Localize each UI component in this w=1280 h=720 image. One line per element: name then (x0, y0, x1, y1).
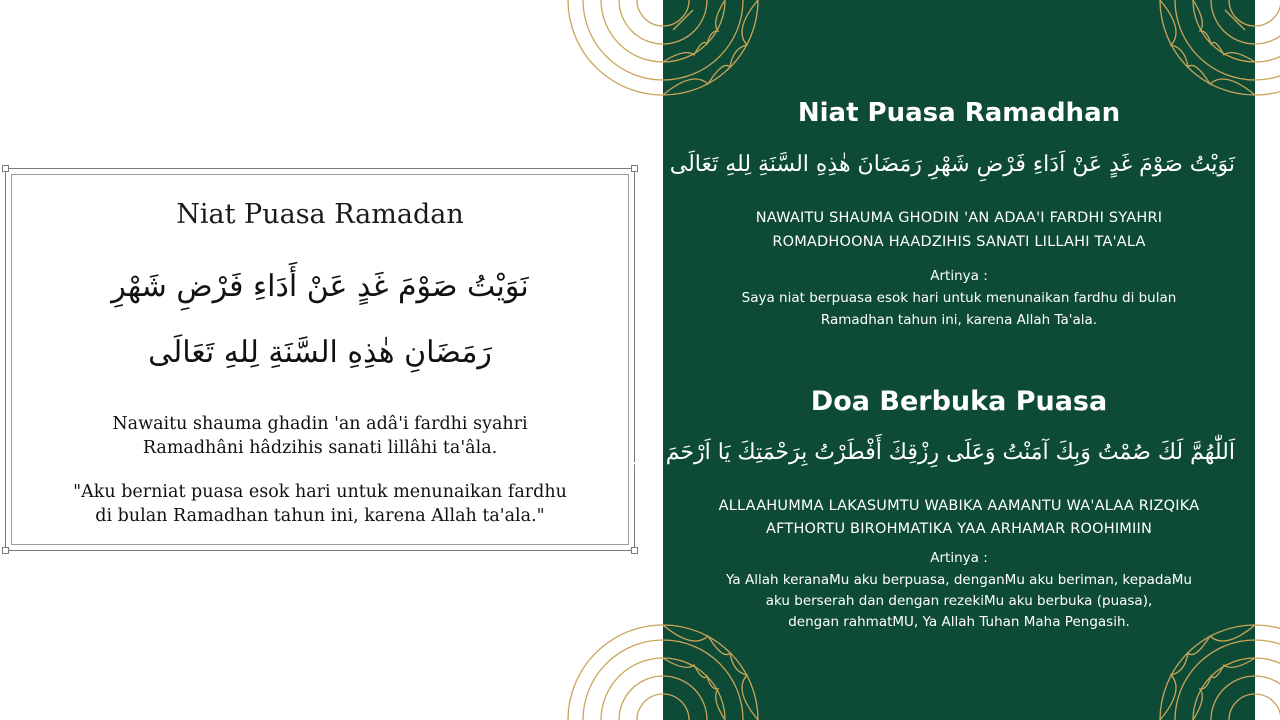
translation-line: "Aku berniat puasa esok hari untuk menunaikan fardhu (73, 482, 567, 502)
transliteration (26, 412, 614, 460)
niat-title: Niat Puasa Ramadhan (797, 98, 1121, 128)
frame-corner-ornament (2, 165, 9, 172)
transliteration-line: Ramadhâni hâdzihis sanati lillâhi ta'âla. (142, 438, 498, 458)
frame-corner-ornament (631, 165, 638, 172)
doa-meaning-line: aku berserah dan dengan rezekiMu aku berbuka (puasa), (765, 593, 1153, 609)
niat-transliteration-line: ROMADHOONA HAADZIHIS SANATI LILLAHI TA'ALA (772, 234, 1146, 250)
mandala-corner-icon (663, 616, 767, 720)
frame-corner-ornament (2, 547, 9, 554)
niat-meaning-line: Saya niat berpuasa esok hari untuk menunaikan fardhu di bulan (741, 290, 1177, 306)
doa-meaning-line: Ya Allah keranaMu aku berpuasa, denganMu aku beriman, kepadaMu (726, 572, 1192, 588)
doa-artinya-label: Artinya : (930, 550, 988, 566)
frame-corner-ornament (631, 547, 638, 554)
translation-line: di bulan Ramadhan tahun ini, karena Allah ta'ala." (95, 506, 545, 526)
niat-meaning-line: Ramadhan tahun ini, karena Allah Ta'ala. (820, 312, 1098, 328)
doa-transliteration-line: AFTHORTU BIROHMATIKA YAA ARHAMAR ROOHIMIIN (765, 521, 1153, 537)
arabic-text-line: نَوَيْتُ صَوْمَ غَدٍ عَنْ أَدَاءِ فَرْضِ شَهْرِ (111, 269, 529, 304)
arabic-text-line: رَمَضَانِ هٰذِهِ السَّنَةِ لِلهِ تَعَالَى (148, 335, 492, 370)
doa-title: Doa Berbuka Puasa (810, 386, 1108, 417)
mandala-corner-icon (1151, 0, 1255, 104)
niat-doa-card-green (577, 0, 1255, 720)
doa-transliteration-line: ALLAAHUMMA LAKASUMTU WABIKA AAMANTU WA'ALAA RIZQIKA (718, 498, 1200, 514)
mandala-corner-icon (1151, 616, 1255, 720)
niat-arabic: نَوَيْتُ صَوْمَ غَدٍ عَنْ اَدَاءِ فَرْضِ شَهْرِ رَمَضَانَ هٰذِهِ السَّنَةِ لِلهِ تَعَالَى (669, 152, 1235, 177)
translation (26, 480, 614, 528)
doa-arabic: اَللّٰهُمَّ لَكَ صُمْتُ وَبِكَ آمَنْتُ وَعَلَى رِزْقِكَ أَفْطَرْتُ بِرَحْمَتِكَ يَا اَرْحَمَ الرَّاحِمِيْنَ (577, 440, 1235, 465)
niat-artinya-label: Artinya : (930, 268, 988, 284)
transliteration-line: Nawaitu shauma ghadin 'an adâ'i fardhi syahri (112, 414, 528, 434)
card-title: Niat Puasa Ramadan (176, 199, 464, 230)
mandala-corner-icon (663, 0, 767, 104)
doa-meaning-line: dengan rahmatMU, Ya Allah Tuhan Maha Pengasih. (788, 614, 1130, 630)
niat-transliteration-line: NAWAITU SHAUMA GHODIN 'AN ADAA'I FARDHI SYAHRI (755, 210, 1163, 226)
niat-card-plain (5, 168, 635, 551)
